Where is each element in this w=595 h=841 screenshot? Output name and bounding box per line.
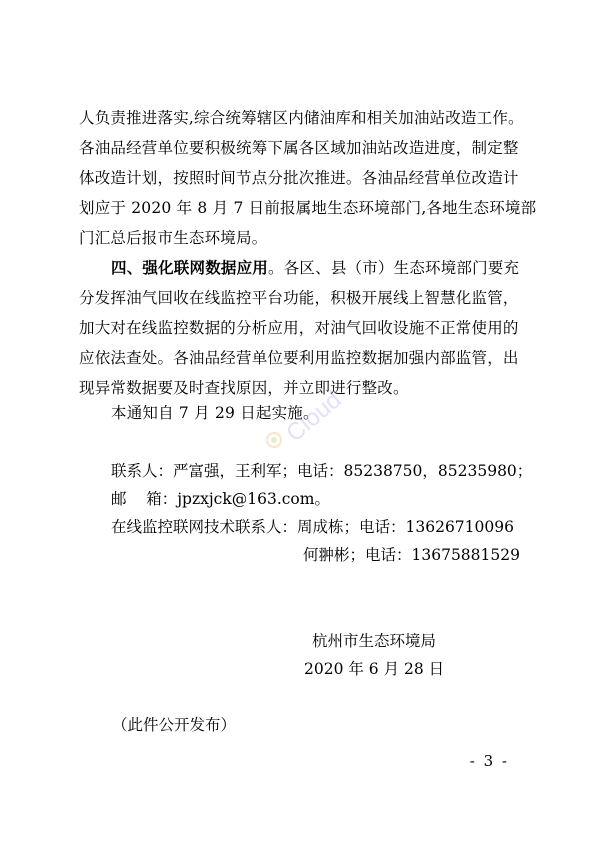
signature-org: 杭州市生态环境局 [312, 632, 437, 650]
section4-first-rest: 。各区、县（市）生态环境部门要充 [268, 259, 520, 277]
tech-contact-line: 在线监控联网技术联系人：周成栋；电话：13626710096 [111, 518, 514, 536]
contact-line: 联系人：严富强，王利军；电话：85238750，85235980； [111, 462, 533, 480]
body-line-4: 划应于 2020 年 8 月 7 日前报属地生态环境部门,各地生态环境部 [79, 199, 537, 217]
body-line-3: 体改造计划，按照时间节点分批次推进。各油品经营单位改造计 [79, 169, 519, 187]
section4-heading: 四、强化联网数据应用 [111, 258, 269, 277]
section4-line-5: 现异常数据要及时查找原因，并立即进行整改。 [79, 379, 409, 397]
body-line-1: 人负责推进落实,综合统筹辖区内储油库和相关加油站改造工作。 [79, 109, 524, 127]
email-label: 邮 箱： [111, 490, 178, 508]
publication-note: （此件公开发布） [112, 716, 237, 734]
email-line [111, 489, 330, 509]
section4-line-3: 加大对在线监控数据的分析应用，对油气回收设施不正常使用的 [79, 319, 519, 337]
body-line-2: 各油品经营单位要积极统筹下属各区域加油站改造进度，制定整 [79, 139, 519, 157]
cloud-watermark-icon [258, 380, 348, 460]
section4-line-4: 应依法查处。各油品经营单位要利用监控数据加强内部监管，出 [79, 349, 519, 367]
signature-date: 2020 年 6 月 28 日 [304, 660, 445, 678]
watermark-text: Cloud [281, 386, 347, 448]
body-line-5: 门汇总后报市生态环境局。 [79, 229, 268, 247]
section4-first-line [111, 258, 519, 278]
email-value: jpzxjck@163.com。 [177, 490, 330, 508]
tech-contact-line-2: 何翀彬；电话：13675881529 [303, 546, 520, 564]
page-number: - 3 - [469, 752, 509, 770]
section4-line-2: 分发挥油气回收在线监控平台功能，积极开展线上智慧化监管， [79, 289, 519, 307]
effective-date-line: 本通知自 7 月 29 日起实施。 [111, 404, 319, 422]
